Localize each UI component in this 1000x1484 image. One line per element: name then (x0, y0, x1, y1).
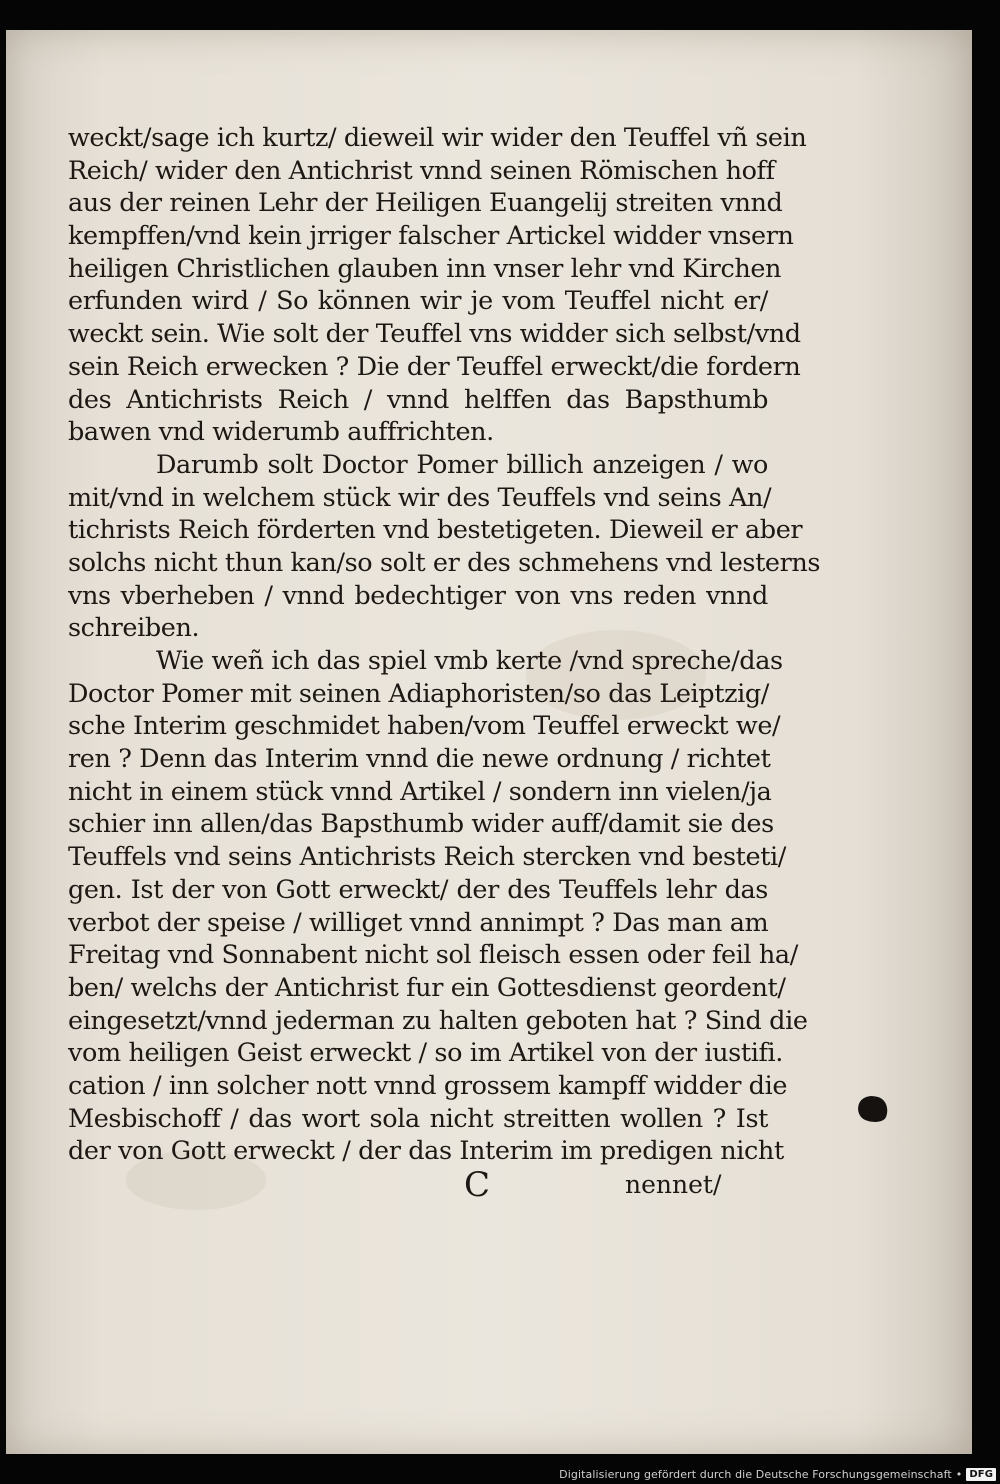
credit-text: Digitalisierung gefördert durch die Deutsche Forschungsgemeinschaft (559, 1468, 952, 1481)
text-line: sche Interim geschmidet haben/vom Teuffel erweckt we/ (68, 711, 781, 742)
text-line: Teuffels vnd seins Antichrists Reich stercken vnd besteti/ (68, 842, 786, 873)
dfg-logo: DFG (966, 1468, 996, 1481)
text-line: kempffen/vnd kein jrriger falscher Artickel widder vnsern (68, 221, 794, 252)
text-line: tichrists Reich förderten vnd bestetigeten. Dieweil er aber (68, 515, 803, 546)
text-line: cation / inn solcher nott vnnd grossem kampff widder die (68, 1070, 788, 1101)
text-line: bawen vnd widerumb auffrichten. (68, 417, 494, 448)
text-line: Doctor Pomer mit seinen Adiaphoristen/so das Leiptzig/ (68, 678, 769, 709)
digitization-credit (559, 1468, 996, 1481)
text-line: heiligen Christlichen glauben inn vnser lehr vnd Kirchen (68, 253, 782, 284)
text-line: ren ? Denn das Interim vnnd die newe ordnung / richtet (68, 744, 771, 775)
text-line: Darumb solt Doctor Pomer billich anzeigen / wo (156, 449, 768, 480)
book-page (6, 30, 972, 1454)
text-line: vom heiligen Geist erweckt / so im Artikel von der iustifi. (68, 1038, 783, 1069)
text-line: ben/ welchs der Antichrist fur ein Gottesdienst geordent/ (68, 972, 786, 1003)
page-text (68, 122, 821, 1168)
text-line: solchs nicht thun kan/so solt er des schmehens vnd lesterns (68, 547, 821, 578)
text-line: Reich/ wider den Antichrist vnnd seinen Römischen hoff (68, 155, 775, 186)
credit-separator: • (955, 1468, 963, 1481)
text-line: eingesetzt/vnnd jederman zu halten geboten hat ? Sind die (68, 1005, 808, 1036)
text-line: Freitag vnd Sonnabent nicht sol fleisch essen oder feil ha/ (68, 940, 798, 971)
text-line: erfunden wird / So können wir je vom Teuffel nicht er/ (68, 286, 768, 317)
text-line: mit/vnd in welchem stück wir des Teuffels vnd seins An/ (68, 482, 772, 513)
text-line: weckt/sage ich kurtz/ dieweil wir wider den Teuffel vñ sein (68, 123, 807, 153)
text-line: weckt sein. Wie solt der Teuffel vns widder sich selbst/vnd (68, 319, 801, 350)
text-line: schreiben. (68, 613, 200, 644)
text-line: des Antichrists Reich / vnnd helffen das Bapsthumb (68, 384, 768, 415)
text-line: gen. Ist der von Gott erweckt/ der des Teuffels lehr das (68, 874, 768, 905)
text-line: vns vberheben / vnnd bedechtiger von vns reden vnnd (68, 580, 768, 611)
text-line: nicht in einem stück vnnd Artikel / sondern inn vielen/ja (68, 776, 772, 807)
signature-mark: C (464, 1165, 491, 1205)
ink-blot (854, 1092, 891, 1127)
text-line: Wie weñ ich das spiel vmb kerte /vnd spreche/das (156, 646, 783, 676)
text-line: verbot der speise / williget vnnd annimpt ? Das man am (68, 907, 769, 938)
catchword: nennet/ (625, 1170, 722, 1199)
text-line: aus der reinen Lehr der Heiligen Euangelij streiten vnnd (68, 188, 783, 219)
text-line: schier inn allen/das Bapsthumb wider auff/damit sie des (68, 809, 774, 840)
text-line: sein Reich erwecken ? Die der Teuffel erweckt/die fordern (68, 351, 801, 382)
text-line: der von Gott erweckt / der das Interim im predigen nicht (68, 1136, 784, 1167)
text-line: Mesbischoff / das wort sola nicht streitten wollen ? Ist (68, 1103, 768, 1134)
